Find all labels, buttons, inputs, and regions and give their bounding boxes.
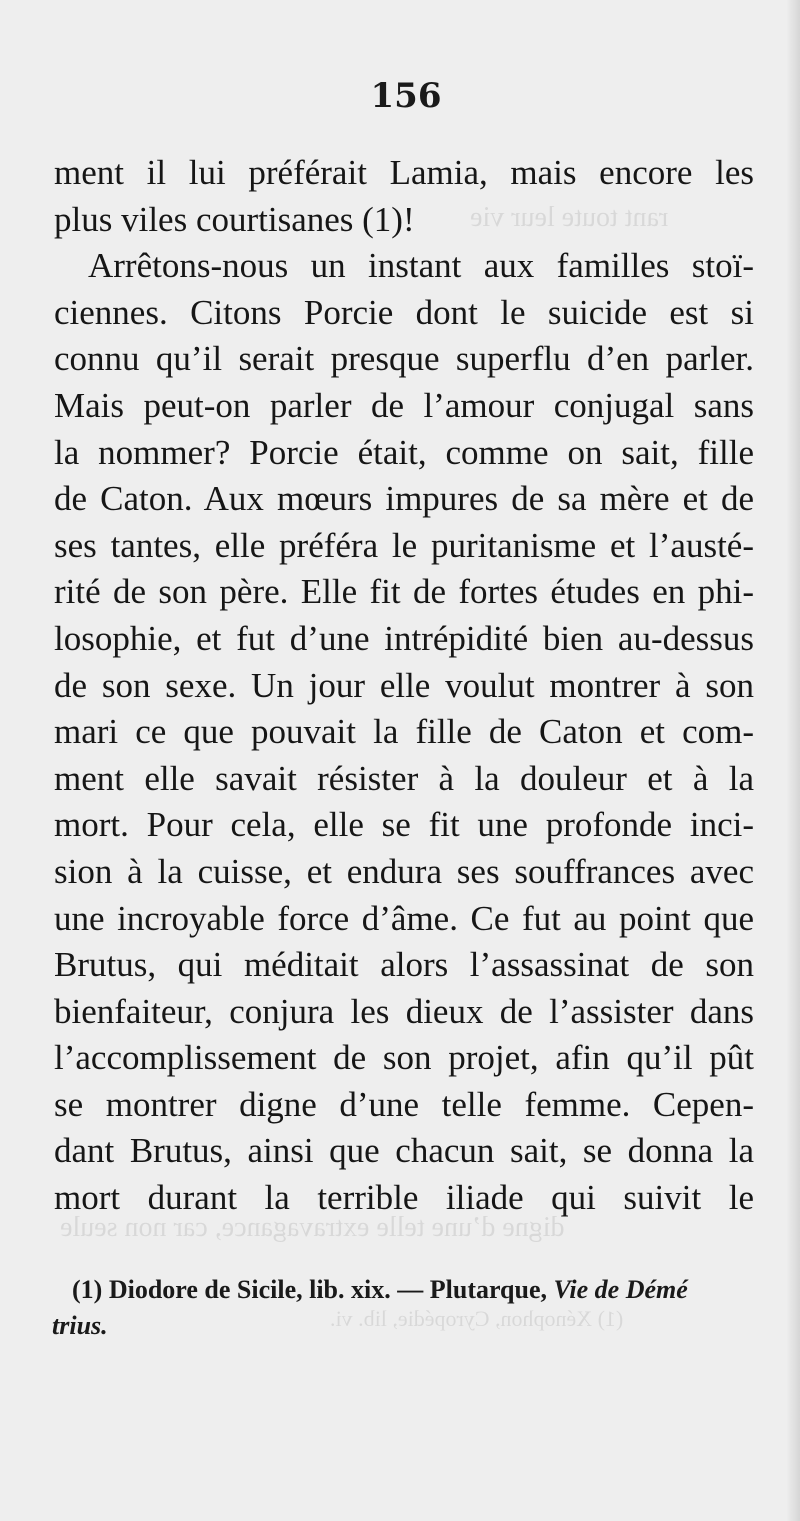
footnote-marker: (1) — [72, 1275, 103, 1304]
text-line: de son sexe. Un jour elle voulut montrer à son — [54, 665, 754, 705]
text-line: plus viles courtisanes (1)! — [54, 199, 415, 239]
text-line: dant Brutus, ainsi que chacun sait, se donna la — [54, 1131, 754, 1171]
show-through-text: (1) Xénophon, Cyropédie, lib. vi. — [330, 1306, 624, 1331]
text-line: rité de son père. Elle fit de fortes études en phi- — [54, 572, 754, 612]
footnote — [52, 1272, 752, 1344]
page-number: 156 — [370, 76, 442, 116]
text-line: bienfaiteur, conjura les dieux de l’assister dans — [54, 991, 754, 1031]
text-line: losophie, et fut d’une intrépidité bien au-dessus — [54, 618, 754, 658]
text-line: mort durant la terrible iliade qui suivit le — [54, 1178, 754, 1218]
footnote-line — [52, 1308, 752, 1344]
text-line: mort. Pour cela, elle se fit une profonde inci- — [54, 805, 754, 845]
text-line: ses tantes, elle préféra le puritanisme et l’austé- — [54, 525, 754, 565]
text-line: ment elle savait résister à la douleur et à la — [54, 758, 754, 798]
show-through-text: rant toute leur vie — [470, 202, 669, 233]
text-line: ment il lui préférait Lamia, mais encore les — [54, 153, 754, 192]
footnote-title-continuation: trius. — [52, 1311, 108, 1340]
footnote-title: Vie de Démé — [553, 1275, 688, 1304]
footnote-source-1: Diodore de Sicile, lib. xix. — [108, 1275, 391, 1304]
text-line: de Caton. Aux mœurs impures de sa mère et de — [54, 479, 754, 519]
text-line: connu qu’il serait presque superflu d’en parler. — [54, 339, 754, 379]
footnote-line — [72, 1272, 752, 1308]
show-through-text: digne d’une telle extravagance, car non seule — [60, 1212, 565, 1243]
text-line: Brutus, qui méditait alors l’assassinat de son — [54, 945, 754, 985]
footnote-separator: — — [397, 1275, 424, 1304]
text-line: sion à la cuisse, et endura ses souffrances avec — [54, 851, 754, 891]
text-line: Mais peut-on parler de l’amour conjugal sans — [54, 385, 754, 425]
body-text — [54, 150, 754, 1222]
text-line: Arrêtons-nous un instant aux familles stoï- — [88, 246, 754, 286]
text-line: se montrer digne d’une telle femme. Cepen- — [54, 1084, 754, 1124]
text-line: la nommer? Porcie était, comme on sait, fille — [54, 432, 754, 472]
text-line: une incroyable force d’âme. Ce fut au point que — [54, 898, 754, 938]
text-line: ciennes. Citons Porcie dont le suicide est si — [54, 292, 754, 332]
text-line: l’accomplissement de son projet, afin qu’il pût — [54, 1038, 754, 1078]
text-line: mari ce que pouvait la fille de Caton et com- — [54, 712, 754, 752]
footnote-source-2: Plutarque, — [429, 1275, 548, 1304]
